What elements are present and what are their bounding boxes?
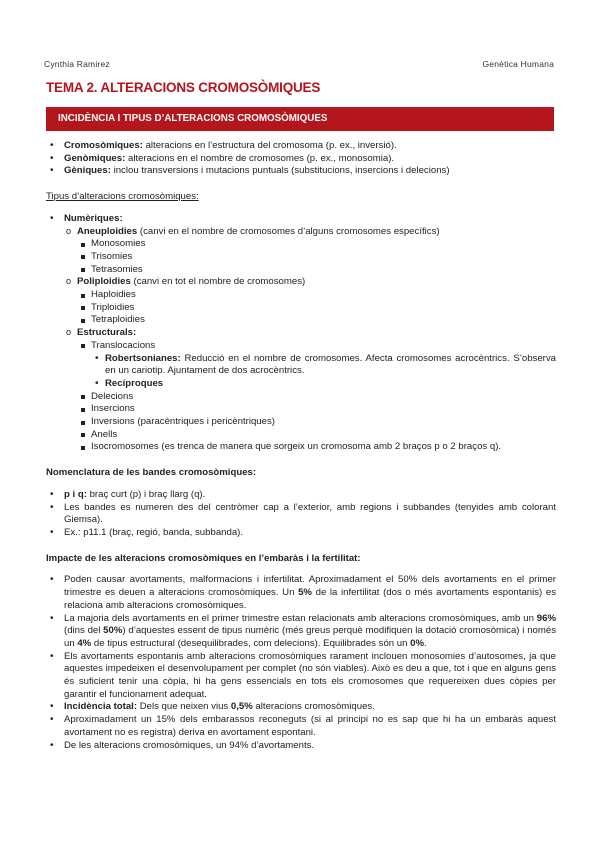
impact-list	[46, 574, 556, 752]
list-item: Delecions	[80, 391, 556, 404]
list-item: Insercions	[80, 403, 556, 416]
page-title: TEMA 2. ALTERACIONS CROMOSÒMIQUES	[46, 80, 321, 95]
intro-list	[46, 140, 556, 178]
list-item: • p i q: braç curt (p) i braç llarg (q).	[46, 489, 556, 502]
list-item: • De les alteracions cromosòmiques, un 94% d’avortaments.	[46, 740, 556, 753]
list-item: Anells	[80, 429, 556, 442]
list-item: Tetraploidies	[80, 314, 556, 327]
list-item: Inversions (paracèntriques i pericèntriques)	[80, 416, 556, 429]
list-item: Monosomies	[80, 238, 556, 251]
list-item: o Poliploidies (canvi en tot el nombre de cromosomes) Haploidies Triploidies Tetraploidies	[66, 276, 556, 327]
list-item: Tetrasomies	[80, 264, 556, 277]
section-heading-impact: Impacte de les alteracions cromosòmiques en l’embaràs i la fertilitat:	[46, 552, 361, 564]
list-item: • Ex.: p11.1 (braç, regió, banda, subbanda).	[46, 527, 556, 540]
list-item: Trisomies	[80, 251, 556, 264]
list-item: Isocromosomes (es trenca de manera que sorgeix un cromosoma amb 2 braços p o 2 braços q).	[80, 441, 556, 454]
list-item: o Estructurals: Translocacions • Robertsonianes: Reducció en el nombre de cromosomes. Afecta cromosomes acrocèntrics. S’observa en un cariotip. Ajuntament de dos acrocèntrics. • Recíproques Delecions Insercions Inversions (paracèntriques i pericèntriques) Anells Isocromosomes (es trenca de manera que sorgeix un cromosoma amb 2 braços p o 2 braços q).	[66, 327, 556, 454]
list-item: • Genòmiques: alteracions en el nombre de cromosomes (p. ex., monosomia).	[46, 153, 556, 166]
nomenclature-list	[46, 489, 556, 540]
document-body	[46, 140, 556, 752]
types-list	[46, 213, 556, 454]
list-item: Triploidies	[80, 302, 556, 315]
header-subject: Genètica Humana	[482, 59, 554, 69]
list-item: • Els avortaments espontanis amb alteracions cromosòmiques rarament inclouen monosomies d’autosomes, ja que aquestes impedeixen el desenvolupament per complet (no són viables). Això es deu a que, tot i que en alguns gens és suficient tenir una còpia, hi ha gens essencials en tots els cromosomes que requereixen dues còpies per garantir el funcionament adequat.	[46, 651, 556, 702]
list-item: • Robertsonianes: Reducció en el nombre de cromosomes. Afecta cromosomes acrocèntrics. S’observa en un cariotip. Ajuntament de dos acrocèntrics.	[94, 353, 556, 378]
list-item: • La majoria dels avortaments en el primer trimestre estan relacionats amb alteracions cromosòmiques, amb un 96% (dins del 50%) d’aquestes essent de tipus numèric (més greus perquè modifiquen la dotació cromosòmica) i només un 4% de tipus estructural (desequilibrades, com delecions). Equilibrades són un 0%.	[46, 613, 556, 651]
section-heading-types: Tipus d’alteracions cromosòmiques:	[46, 191, 199, 203]
section-banner: INCIDÈNCIA I TIPUS D’ALTERACIONS CROMOSÒMIQUES	[46, 107, 554, 131]
list-item: • Les bandes es numeren des del centròmer cap a l’exterior, amb regions i subbandes (tenyides amb colorant Giemsa).	[46, 502, 556, 527]
list-item: • Cromosòmiques: alteracions en l’estructura del cromosoma (p. ex., inversió).	[46, 140, 556, 153]
list-item: o Aneuploidies (canvi en el nombre de cromosomes d’alguns cromosomes específics) Monosomies Trisomies Tetrasomies	[66, 226, 556, 277]
list-item: • Aproximadament un 15% dels embarassos reconeguts (si al principi no es sap que hi ha un embaràs aquest avortament no es registra) deriva en avortament espontani.	[46, 714, 556, 739]
list-item: Translocacions • Robertsonianes: Reducció en el nombre de cromosomes. Afecta cromosomes acrocèntrics. S’observa en un cariotip. Ajuntament de dos acrocèntrics. • Recíproques	[80, 340, 556, 391]
list-item: • Numèriques: o Aneuploidies (canvi en el nombre de cromosomes d’alguns cromosomes específics) Monosomies Trisomies Tetrasomies o Poliploidies (canvi en tot el nombre de cromosomes) Haploidies Triploidies Tetraploidies o Estructurals: Translocacions • Robertsonianes: Reducció en el nombre de cromosomes. Afecta cromosomes acrocèntrics. S’observa en un cariotip. Ajuntament de dos acrocèntrics. • Recíproques Delecions Insercions Inversions (paracèntriques i pericèntriques) Anells Isocromosomes (es trenca de manera que sorgeix un cromosoma amb 2 braços p o 2 braços q).	[46, 213, 556, 454]
list-item: • Incidència total: Dels que neixen vius 0,5% alteracions cromosòmiques.	[46, 701, 556, 714]
section-heading-nomenclature: Nomenclatura de les bandes cromosòmiques:	[46, 467, 257, 479]
header-author: Cynthia Ramirez	[44, 59, 110, 69]
list-item: Haploidies	[80, 289, 556, 302]
list-item: • Gèniques: inclou transversions i mutacions puntuals (substitucions, insercions i delecions)	[46, 165, 556, 178]
list-item: • Recíproques	[94, 378, 556, 391]
list-item: • Poden causar avortaments, malformacions i infertilitat. Aproximadament el 50% dels avortaments en el primer trimestre es deuen a alteracions cromosòmiques. Un 5% de la infertilitat (dos o més avortaments espontanis) es relaciona amb alteracions cromosòmiques.	[46, 574, 556, 612]
